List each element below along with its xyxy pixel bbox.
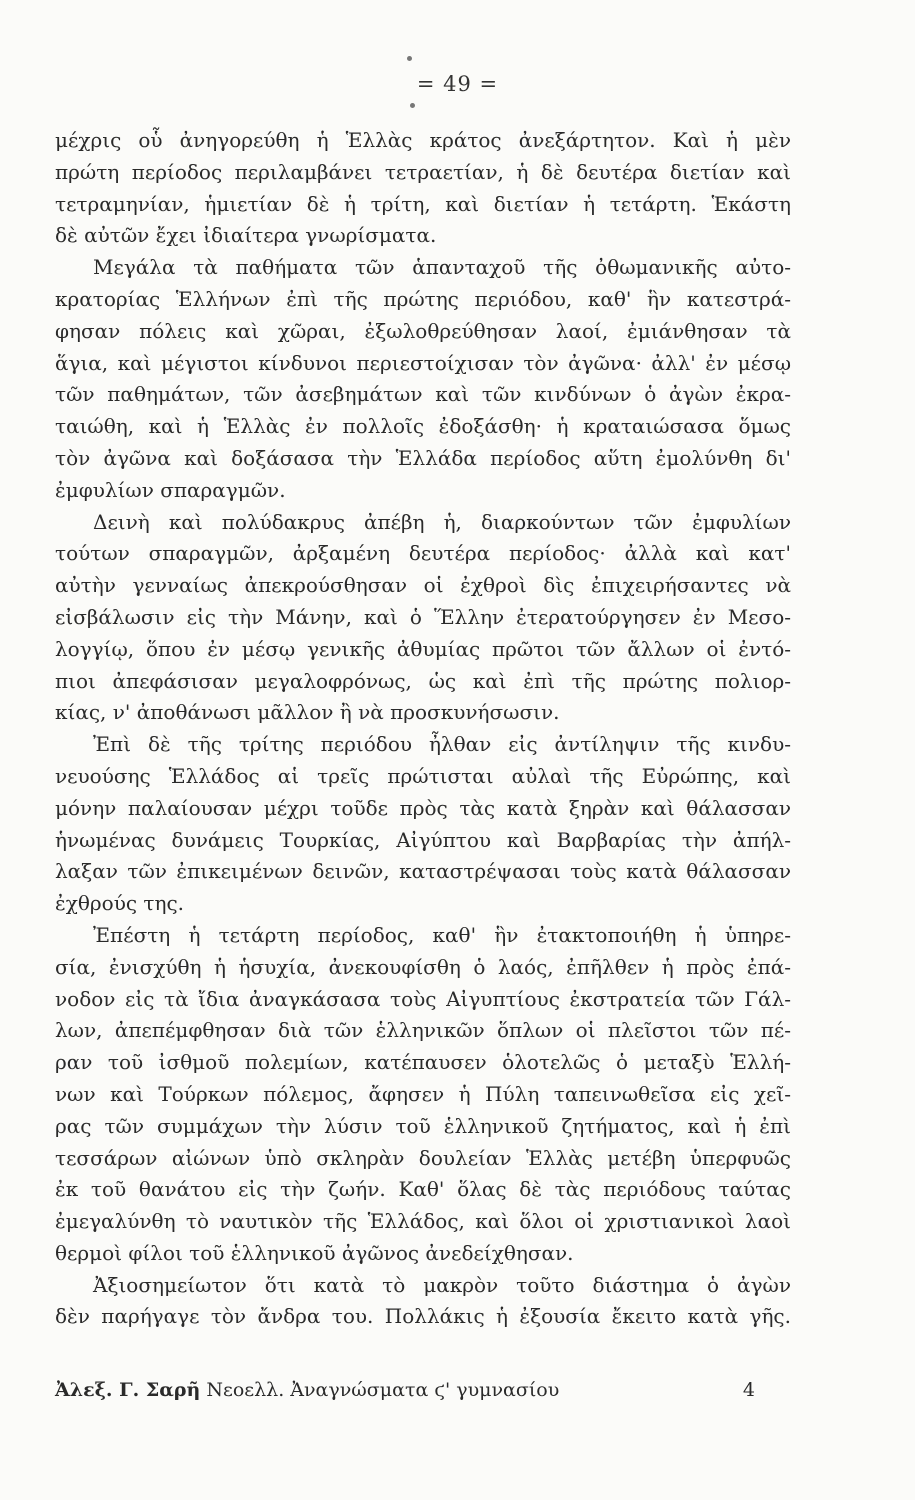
text-line: τῶν παθημάτων, τῶν ἀσεβημάτων καὶ τῶν κινδύνων ὁ ἀγὼν ἐκρα-	[55, 382, 791, 407]
footer-book-title: Νεοελλ. Ἀναγνώσματα ϛ' γυμνασίου	[206, 1379, 560, 1401]
text-line: τούτων σπαραγμῶν, ἀρξαμένη δευτέρα περίοδος· ἀλλὰ καὶ κατ'	[55, 541, 791, 566]
text-line: νων καὶ Τούρκων πόλεμος, ἄφησεν ἡ Πύλη ταπεινωθεῖσα εἰς χεῖ-	[55, 1081, 791, 1106]
text-line: κίας, ν' ἀποθάνωσι μᾶλλον ἢ νὰ προσκυνήσωσιν.	[55, 700, 560, 725]
page-number: = 49 =	[416, 72, 499, 96]
footer-signature-number: 4	[742, 1379, 755, 1401]
ink-dot-below-header	[410, 103, 415, 108]
text-line: πρώτη περίοδος περιλαμβάνει τετραετίαν, ἡ δὲ δευτέρα διετίαν καὶ	[55, 159, 791, 184]
text-line: νοδον εἰς τὰ ἴδια ἀναγκάσασα τοὺς Αἰγυπτίους ἐκστρατεία τῶν Γάλ-	[55, 986, 791, 1011]
text-line: ἐμφυλίων σπαραγμῶν.	[55, 477, 286, 502]
text-line: σία, ἐνισχύθη ἡ ἡσυχία, ἀνεκουφίσθη ὁ λαός, ἐπῆλθεν ἡ πρὸς ἐπά-	[55, 954, 791, 979]
text-line: τὸν ἀγῶνα καὶ δοξάσασα τὴν Ἑλλάδα περίοδος αὕτη ἐμολύνθη δι'	[55, 445, 791, 470]
text-line: λαξαν τῶν ἐπικειμένων δεινῶν, καταστρέψασαι τοὺς κατὰ θάλασσαν	[55, 859, 791, 884]
text-line: ραν τοῦ ἰσθμοῦ πολεμίων, κατέπαυσεν ὁλοτελῶς ὁ μεταξὺ Ἑλλή-	[55, 1050, 791, 1075]
text-line: τεσσάρων αἰώνων ὑπὸ σκληρὰν δουλείαν Ἑλλὰς μετέβη ὑπερφυῶς	[55, 1145, 791, 1170]
text-line: ρας τῶν συμμάχων τὴν λύσιν τοῦ ἑλληνικοῦ ζητήματος, καὶ ἡ ἐπὶ	[55, 1113, 791, 1138]
text-line: θερμοὶ φίλοι τοῦ ἑλληνικοῦ ἀγῶνος ἀνεδείχθησαν.	[55, 1240, 574, 1265]
text-line: πιοι ἀπεφάσισαν μεγαλοφρόνως, ὡς καὶ ἐπὶ τῆς πρώτης πολιορ-	[55, 668, 791, 693]
ink-dot-top	[407, 56, 412, 61]
text-line: Ἐπὶ δὲ τῆς τρίτης περιόδου ἦλθαν εἰς ἀντίληψιν τῆς κινδυ-	[93, 732, 791, 757]
text-line: ἐκ τοῦ θανάτου εἰς τὴν ζωήν. Καθ' ὅλας δὲ τὰς περιόδους ταύτας	[55, 1177, 791, 1202]
text-line: ταιώθη, καὶ ἡ Ἑλλὰς ἐν πολλοῖς ἐδοξάσθη· ἡ κραταιώσασα ὅμως	[55, 414, 791, 439]
text-line: Ἀξιοσημείωτον ὅτι κατὰ τὸ μακρὸν τοῦτο διάστημα ὁ ἀγὼν	[93, 1272, 791, 1297]
text-line: ἡνωμένας δυνάμεις Τουρκίας, Αἰγύπτου καὶ Βαρβαρίας τὴν ἀπήλ-	[55, 827, 791, 852]
body-text	[55, 125, 791, 1333]
text-line: Δεινὴ καὶ πολύδακρυς ἀπέβη ἡ, διαρκούντων τῶν ἐμφυλίων	[93, 509, 791, 534]
text-line: κρατορίας Ἑλλήνων ἐπὶ τῆς πρώτης περιόδου, καθ' ἣν κατεστρά-	[55, 286, 791, 311]
text-line: Ἐπέστη ἡ τετάρτη περίοδος, καθ' ἣν ἐτακτοποιήθη ἡ ὑπηρε-	[93, 922, 791, 947]
text-line: λων, ἀπεπέμφθησαν διὰ τῶν ἑλληνικῶν ὅπλων οἱ πλεῖστοι τῶν πέ-	[55, 1018, 791, 1043]
text-line: ἅγια, καὶ μέγιστοι κίνδυνοι περιεστοίχισαν τὸν ἀγῶνα· ἀλλ' ἐν μέσῳ	[55, 350, 791, 375]
text-line: λογγίῳ, ὅπου ἐν μέσῳ γενικῆς ἀθυμίας πρῶτοι τῶν ἄλλων οἱ ἐντό-	[55, 636, 791, 661]
footer-author: Ἀλεξ. Γ. Σαρῆ	[55, 1379, 201, 1401]
text-line: δὲ αὐτῶν ἔχει ἰδιαίτερα γνωρίσματα.	[55, 223, 437, 248]
text-line: τετραμηνίαν, ἡμιετίαν δὲ ἡ τρίτη, καὶ διετίαν ἡ τετάρτη. Ἑκάστη	[55, 191, 791, 216]
text-line: φησαν πόλεις καὶ χῶραι, ἐξωλοθρεύθησαν λαοί, ἐμιάνθησαν τὰ	[55, 318, 791, 343]
text-line: ἐμεγαλύνθη τὸ ναυτικὸν τῆς Ἑλλάδος, καὶ ὅλοι οἱ χριστιανικοὶ λαοὶ	[55, 1209, 791, 1234]
text-line: μόνην παλαίουσαν μέχρι τοῦδε πρὸς τὰς κατὰ ξηρὰν καὶ θάλασσαν	[55, 795, 791, 820]
text-line: αὐτὴν γενναίως ἀπεκρούσθησαν οἱ ἐχθροὶ δὶς ἐπιχειρήσαντες νὰ	[55, 573, 791, 598]
text-line: εἰσβάλωσιν εἰς τὴν Μάνην, καὶ ὁ Ἕλλην ἐτερατούργησεν ἐν Μεσο-	[55, 604, 791, 629]
text-line: Μεγάλα τὰ παθήματα τῶν ἁπανταχοῦ τῆς ὀθωμανικῆς αὐτο-	[93, 255, 791, 280]
text-line: μέχρις οὗ ἀνηγορεύθη ἡ Ἑλλὰς κράτος ἀνεξάρτητον. Καὶ ἡ μὲν	[55, 128, 791, 152]
text-line: ἐχθρούς της.	[55, 891, 185, 916]
page-footer	[55, 1375, 791, 1405]
text-line: δὲν παρήγαγε τὸν ἄνδρα του. Πολλάκις ἡ ἐξουσία ἔκειτο κατὰ γῆς.	[55, 1304, 791, 1329]
text-line: νευούσης Ἑλλάδος αἱ τρεῖς πρώτισται αὐλαὶ τῆς Εὐρώπης, καὶ	[55, 763, 791, 788]
